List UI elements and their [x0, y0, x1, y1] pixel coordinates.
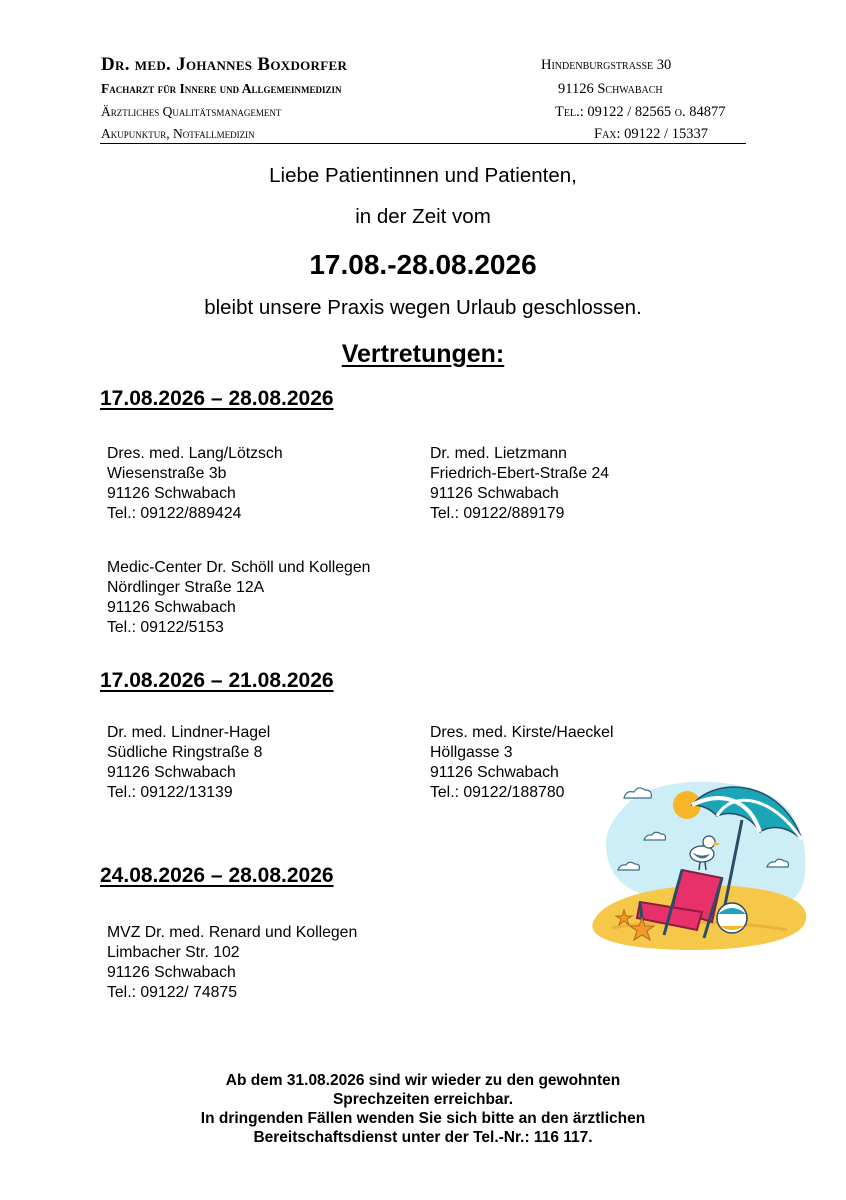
substitute-address: [107, 923, 357, 1003]
period-heading: 17.08.2026 – 28.08.2026: [100, 387, 334, 410]
substitute-street: Friedrich-Ebert-Straße 24: [430, 465, 610, 482]
substitute-address: [107, 444, 283, 524]
beach-ball-icon: [717, 903, 747, 933]
substitute-phone: Tel.: 09122/5153: [107, 619, 224, 636]
substitute-city: 91126 Schwabach: [107, 485, 236, 502]
substitute-phone: Tel.: 09122/188780: [430, 784, 565, 801]
qualification-line: Ärztliches Qualitätsmanagement: [101, 104, 282, 119]
practice-fax: Fax: 09122 / 15337: [594, 126, 708, 142]
substitute-name: Dr. med. Lindner-Hagel: [107, 724, 271, 741]
substitute-street: Nördlinger Straße 12A: [107, 579, 265, 596]
beach-illustration: [582, 770, 812, 960]
substitute-address: [107, 723, 270, 803]
substitute-phone: Tel.: 09122/13139: [107, 784, 233, 801]
substitute-address: [107, 558, 370, 638]
practice-city: 91126 Schwabach: [558, 81, 663, 97]
substitute-city: 91126 Schwabach: [107, 599, 236, 616]
letterhead-divider: [100, 143, 746, 144]
practice-street: Hindenburgstraße 30: [541, 57, 672, 73]
practice-phone: Tel.: 09122 / 82565 o. 84877: [555, 104, 726, 120]
substitute-name: MVZ Dr. med. Renard und Kollegen: [107, 924, 358, 941]
substitute-name: Dres. med. Kirste/Haeckel: [430, 724, 614, 741]
substitute-name: Dr. med. Lietzmann: [430, 445, 567, 462]
footer-line: Sprechzeiten erreichbar.: [332, 1091, 514, 1108]
greeting: Liebe Patientinnen und Patienten,: [269, 164, 577, 187]
footer-line: Ab dem 31.08.2026 sind wir wieder zu den gewohnten: [225, 1072, 621, 1089]
doctor-name: Dr. med. Johannes Boxdorfer: [101, 54, 348, 75]
footer-line: In dringenden Fällen wenden Sie sich bitte an den ärztlichen: [200, 1110, 646, 1127]
substitute-phone: Tel.: 09122/ 74875: [107, 984, 237, 1001]
substitute-address: [430, 444, 609, 524]
substitute-city: 91126 Schwabach: [107, 764, 236, 781]
closure-dates: 17.08.-28.08.2026: [309, 249, 537, 280]
substitute-city: 91126 Schwabach: [430, 764, 559, 781]
period-heading: 24.08.2026 – 28.08.2026: [100, 864, 334, 887]
substitute-name: Dres. med. Lang/Lötzsch: [107, 445, 283, 462]
substitute-street: Wiesenstraße 3b: [107, 465, 227, 482]
period-heading: 17.08.2026 – 21.08.2026: [100, 669, 334, 692]
period-intro: in der Zeit vom: [355, 205, 491, 228]
substitute-phone: Tel.: 09122/889424: [107, 505, 242, 522]
footer-line: Bereitschaftsdienst unter der Tel.-Nr.: 116 117.: [253, 1129, 593, 1146]
closure-notice: bleibt unsere Praxis wegen Urlaub geschlossen.: [204, 296, 642, 319]
substitute-street: Südliche Ringstraße 8: [107, 744, 263, 761]
substitutes-heading: Vertretungen:: [341, 340, 505, 368]
substitute-street: Höllgasse 3: [430, 744, 513, 761]
substitute-city: 91126 Schwabach: [430, 485, 559, 502]
specialty-line: Facharzt für Innere und Allgemeinmedizin: [101, 81, 342, 96]
footer-notice: [0, 1071, 846, 1147]
additional-qualification-line: Akupunktur, Notfallmedizin: [101, 126, 255, 141]
substitute-city: 91126 Schwabach: [107, 964, 236, 981]
substitute-street: Limbacher Str. 102: [107, 944, 240, 961]
substitute-phone: Tel.: 09122/889179: [430, 505, 565, 522]
substitute-name: Medic-Center Dr. Schöll und Kollegen: [107, 559, 371, 576]
